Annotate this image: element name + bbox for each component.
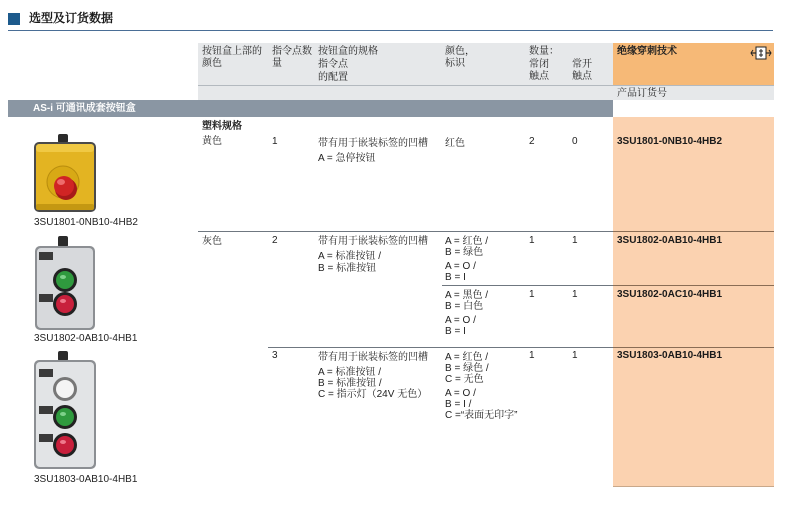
row4-marking: B = I / [445,399,472,410]
row1-spec-line: A = 急停按钮 [318,153,376,164]
row1-nc: 2 [529,136,535,147]
header-box-spec-3: 的配置 [318,72,348,83]
row3-no: 1 [572,289,578,300]
row4-marking: B = 绿色 / [445,363,489,374]
row4-spec-line: 带有用于嵌装标签的凹槽 [318,352,428,363]
row-divider [613,231,774,232]
header-qty: 数量： [529,46,559,57]
section-bar [8,100,613,117]
row4-spec-line: B = 标准按钮 / [318,378,382,389]
row2-marking: B = I [445,272,466,283]
page-title: 选型及订货数据 [29,11,114,25]
row2-spec-line: B = 标准按钮 [318,263,377,274]
table-subheader [198,85,613,100]
row-divider [442,285,613,286]
row2-color: 灰色 [202,236,222,247]
insulation-piercing-icon [750,46,772,60]
header-box-spec-2: 指令点 [318,59,348,70]
product-caption: 3SU1803-0AB10-4HB1 [34,474,138,485]
row2-marking: A = 红色 / [445,236,489,247]
header-no: 常开触点 [572,59,592,82]
product-image-estop-box [30,134,100,216]
header-nc: 常闭触点 [529,59,549,82]
header-order-no: 产品订货号 [617,88,667,99]
row4-points: 3 [272,350,278,361]
row4-order-number: 3SU1803-0AB10-4HB1 [617,350,723,361]
row3-marking: A = 黑色 / [445,290,489,301]
product-caption: 3SU1801-0NB10-4HB2 [34,217,138,228]
row-divider [613,347,774,348]
table-end-line [613,486,774,487]
title-marker-icon [8,13,20,25]
row1-marking: 红色 [445,138,465,149]
row4-spec-line: C = 指示灯（24V 无色） [318,389,428,400]
row2-nc: 1 [529,235,535,246]
row3-marking: B = 白色 [445,301,484,312]
header-box-top-color: 按钮盒上部的颜色 [202,46,262,69]
row2-marking: A = O / [445,261,476,272]
row3-marking: A = O / [445,315,476,326]
row3-order-number: 3SU1802-0AC10-4HB1 [617,289,723,300]
row2-spec-line: 带有用于嵌装标签的凹槽 [318,236,428,247]
row3-marking: B = I [445,326,466,337]
row-divider [613,285,774,286]
group-label: 塑料规格 [202,121,242,132]
title-bar [8,9,773,31]
section-title: AS-i 可通讯成套按钮盒 [33,103,136,114]
row2-marking: B = 绿色 [445,247,484,258]
row4-marking: A = O / [445,388,476,399]
row4-no: 1 [572,350,578,361]
header-cmd-points: 指令点数量 [272,46,312,69]
row3-nc: 1 [529,289,535,300]
row4-marking: A = 红色 / [445,352,489,363]
row1-points: 1 [272,136,278,147]
product-image-two-button-box [30,236,100,332]
row2-points: 2 [272,235,278,246]
header-color-marking: 颜色，标识 [445,46,475,69]
row2-spec-line: A = 标准按钮 / [318,251,382,262]
row1-no: 0 [572,136,578,147]
order-column [613,117,774,487]
product-image-three-button-box [30,351,100,471]
row4-marking: C =“表面无印字” [445,410,518,421]
header-box-spec-1: 按钮盒的规格 [318,46,378,57]
row-divider [198,231,613,232]
row1-spec-line: 带有用于嵌装标签的凹槽 [318,138,428,149]
row1-order-number: 3SU1801-0NB10-4HB2 [617,136,723,147]
row2-order-number: 3SU1802-0AB10-4HB1 [617,235,723,246]
row1-color: 黄色 [202,136,222,147]
row4-marking: C = 无色 [445,374,484,385]
row4-nc: 1 [529,350,535,361]
row4-spec-line: A = 标准按钮 / [318,367,382,378]
row-divider [268,347,613,348]
header-ipt: 绝缘穿刺技术 [617,46,677,57]
row2-no: 1 [572,235,578,246]
product-caption: 3SU1802-0AB10-4HB1 [34,333,138,344]
